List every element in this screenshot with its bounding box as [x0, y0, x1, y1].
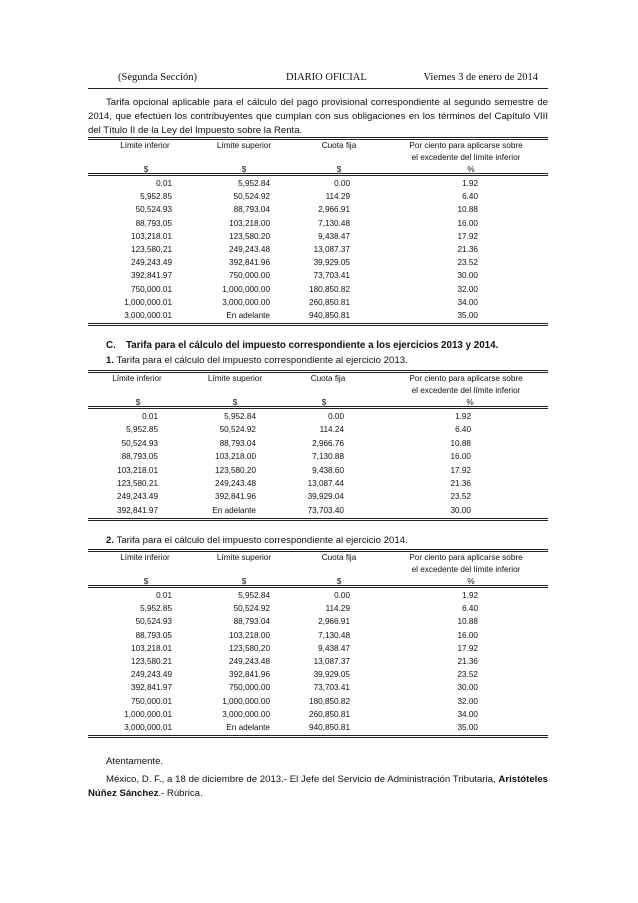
cell-percent: 6.40 [462, 192, 478, 202]
cell-fixed-fee: 0.00 [334, 179, 350, 188]
section-c-text: Tarifa para el cálculo del impuesto correspondiente a los ejercicios 2013 y 2014. [126, 340, 499, 351]
cell-fixed-fee: 0.00 [334, 591, 350, 600]
cell-lower-limit: 123,580.21 [131, 245, 172, 254]
cell-lower-limit: 50,524.93 [135, 617, 172, 627]
cell-lower-limit: 88,793.05 [121, 452, 158, 462]
cell-fixed-fee: 940,850.81 [309, 311, 350, 320]
header-unit-upper: $ [241, 577, 247, 586]
header-percent: Por ciento para aplicarse sobre [409, 553, 523, 562]
header-fixed-fee: Cuota fija [321, 553, 357, 562]
header-lower-limit: Límite inferior [112, 374, 162, 383]
tariff-table-2014 [88, 549, 548, 738]
cell-lower-limit: 392,841.97 [117, 505, 158, 515]
header-percent-line2: el excedente del límite inferior [411, 153, 521, 162]
header-unit-upper: $ [241, 165, 247, 174]
cell-upper-limit: 123,580.20 [215, 465, 256, 475]
cell-fixed-fee: 7,130.88 [312, 452, 344, 462]
header-unit-percent: % [466, 398, 474, 407]
header-lower-limit: Límite inferior [120, 553, 170, 562]
cell-fixed-fee: 260,850.81 [309, 297, 350, 307]
cell-fixed-fee: 73,703.41 [313, 683, 350, 693]
cell-fixed-fee: 9,438.47 [318, 231, 350, 241]
cell-lower-limit: 3,000,000.01 [124, 311, 172, 320]
cell-lower-limit: 750,000.01 [131, 696, 172, 706]
cell-upper-limit: 50,524.92 [219, 425, 256, 435]
cell-upper-limit: 5,952.84 [238, 179, 270, 188]
cell-lower-limit: 1,000,000.01 [124, 297, 172, 307]
cell-lower-limit: 249,243.49 [131, 670, 172, 680]
cell-fixed-fee: 7,130.48 [318, 218, 350, 228]
header-publication: DIARIO OFICIAL [286, 72, 367, 83]
cell-upper-limit: 50,524.92 [233, 604, 270, 614]
header-unit-percent: % [467, 165, 475, 174]
cell-fixed-fee: 114.29 [325, 192, 350, 202]
cell-lower-limit: 5,952.85 [140, 604, 172, 614]
cell-upper-limit: En adelante [212, 505, 256, 515]
cell-upper-limit: 392,841.96 [229, 258, 270, 268]
cell-percent: 1.92 [462, 179, 478, 188]
header-fixed-fee: Cuota fija [310, 374, 346, 383]
table-bottom-rule-double [88, 325, 548, 326]
table-bottom-rule-double [88, 520, 548, 521]
signature-lead: México, D. F., a 18 de diciembre de 2013.- El Jefe del Servicio de Administración Tributaria, [106, 774, 496, 785]
cell-percent: 23.52 [457, 670, 478, 680]
cell-fixed-fee: 39,929.05 [313, 258, 350, 268]
cell-upper-limit: 3,000,000.00 [222, 297, 270, 307]
cell-upper-limit: 88,793.04 [233, 617, 270, 627]
header-percent-line2: el excedente del límite inferior [411, 565, 521, 574]
header-lower-limit: Límite inferior [120, 141, 170, 150]
cell-percent: 17.92 [450, 465, 471, 475]
closing-salutation: Atentamente. [106, 756, 164, 767]
cell-upper-limit: 103,218.00 [215, 452, 256, 462]
subtitle-2014 [106, 535, 408, 546]
table-bottom-rule [88, 323, 548, 324]
cell-lower-limit: 0.01 [142, 412, 158, 421]
cell-percent: 21.36 [450, 479, 471, 488]
cell-percent: 10.88 [450, 438, 471, 448]
cell-fixed-fee: 73,703.40 [307, 505, 344, 515]
header-upper-limit: Límite superior [216, 141, 272, 150]
cell-percent: 17.92 [457, 231, 478, 241]
header-section: (Segunda Sección) [118, 72, 198, 83]
cell-upper-limit: 88,793.04 [219, 438, 256, 448]
section-c-letter: C. [106, 340, 116, 351]
cell-percent: 1.92 [455, 412, 471, 421]
cell-upper-limit: 3,000,000.00 [222, 709, 270, 719]
table-top-rule [88, 549, 548, 550]
cell-percent: 6.40 [455, 425, 471, 435]
cell-lower-limit: 123,580.21 [117, 479, 158, 488]
cell-upper-limit: 50,524.92 [233, 192, 270, 202]
cell-fixed-fee: 13,087.37 [313, 657, 350, 666]
cell-fixed-fee: 7,130.48 [318, 630, 350, 640]
cell-fixed-fee: 9,438.47 [318, 643, 350, 653]
cell-percent: 35.00 [457, 723, 478, 732]
cell-percent: 10.88 [457, 617, 478, 627]
cell-upper-limit: 750,000.00 [229, 683, 270, 693]
cell-upper-limit: 750,000.00 [229, 271, 270, 281]
cell-lower-limit: 750,000.01 [131, 284, 172, 294]
tariff-table-2014-semester [88, 137, 548, 326]
table-bottom-rule [88, 735, 548, 736]
cell-upper-limit: 5,952.84 [238, 591, 270, 600]
header-unit-upper: $ [232, 398, 238, 407]
header-percent: Por ciento para aplicarse sobre [409, 374, 523, 383]
cell-fixed-fee: 180,850.82 [309, 696, 350, 706]
cell-upper-limit: En adelante [226, 311, 270, 320]
cell-lower-limit: 0.01 [156, 179, 172, 188]
cell-upper-limit: 5,952.84 [224, 412, 256, 421]
cell-percent: 30.00 [457, 683, 478, 693]
header-percent: Por ciento para aplicarse sobre [409, 141, 523, 150]
cell-percent: 30.00 [457, 271, 478, 281]
cell-lower-limit: 392,841.97 [131, 271, 172, 281]
cell-fixed-fee: 9,438.60 [312, 465, 344, 475]
cell-upper-limit: 123,580.20 [229, 643, 270, 653]
cell-upper-limit: 1,000,000.00 [222, 696, 270, 706]
cell-percent: 1.92 [462, 591, 478, 600]
cell-lower-limit: 88,793.05 [135, 218, 172, 228]
cell-lower-limit: 249,243.49 [117, 492, 158, 502]
cell-fixed-fee: 73,703.41 [313, 271, 350, 281]
subtitle-2014-text: Tarifa para el cálculo del impuesto correspondiente al ejercicio 2014. [116, 535, 408, 546]
subtitle-2013-text: Tarifa para el cálculo del impuesto correspondiente al ejercicio 2013. [116, 355, 408, 366]
cell-lower-limit: 3,000,000.01 [124, 723, 172, 732]
page-header [118, 72, 538, 86]
subtitle-2013-number: 1. [106, 355, 115, 366]
header-percent-line2: el excedente del límite inferior [411, 386, 521, 395]
cell-percent: 30.00 [450, 505, 471, 515]
cell-lower-limit: 50,524.93 [135, 205, 172, 215]
cell-fixed-fee: 114.24 [319, 425, 344, 435]
header-date: Viernes 3 de enero de 2014 [423, 72, 538, 83]
header-upper-limit: Límite superior [207, 374, 263, 383]
cell-percent: 10.88 [457, 205, 478, 215]
header-unit-fixed: $ [321, 398, 327, 407]
tariff-table-2013 [88, 370, 548, 521]
table-top-rule [88, 370, 548, 371]
cell-upper-limit: 1,000,000.00 [222, 284, 270, 294]
cell-percent: 16.00 [450, 452, 471, 462]
header-rule [88, 88, 548, 89]
cell-fixed-fee: 13,087.44 [307, 479, 344, 488]
cell-percent: 23.52 [450, 492, 471, 502]
cell-upper-limit: 103,218.00 [229, 630, 270, 640]
intro-paragraph: Tarifa opcional aplicable para el cálculo del pago provisional correspondiente al segundo semestre de 2014, que efectúen los contribuyentes que cumplan con sus obligaciones en los términos del Capítulo VIII del Título II de la Ley del Impuesto sobre la Renta. [88, 97, 548, 136]
cell-upper-limit: 392,841.96 [215, 492, 256, 502]
header-unit-fixed: $ [336, 577, 342, 586]
cell-fixed-fee: 2,966.91 [318, 617, 350, 627]
cell-percent: 16.00 [457, 218, 478, 228]
cell-fixed-fee: 114.29 [325, 604, 350, 614]
cell-upper-limit: 123,580.20 [229, 231, 270, 241]
header-unit-lower: $ [143, 577, 149, 586]
cell-fixed-fee: 180,850.82 [309, 284, 350, 294]
table-bottom-rule-double [88, 737, 548, 738]
cell-lower-limit: 1,000,000.01 [124, 709, 172, 719]
cell-percent: 23.52 [457, 258, 478, 268]
cell-upper-limit: 392,841.96 [229, 670, 270, 680]
header-upper-limit: Límite superior [216, 553, 272, 562]
cell-fixed-fee: 13,087.37 [313, 245, 350, 254]
cell-lower-limit: 88,793.05 [135, 630, 172, 640]
header-unit-fixed: $ [336, 165, 342, 174]
cell-lower-limit: 103,218.01 [131, 231, 172, 241]
cell-percent: 35.00 [457, 311, 478, 320]
cell-fixed-fee: 39,929.05 [313, 670, 350, 680]
cell-fixed-fee: 940,850.81 [309, 723, 350, 732]
cell-percent: 34.00 [457, 709, 478, 719]
signature-tail: .- Rúbrica. [158, 788, 203, 799]
header-fixed-fee: Cuota fija [321, 141, 357, 150]
header-unit-percent: % [467, 577, 475, 586]
cell-percent: 6.40 [462, 604, 478, 614]
header-unit-lower: $ [143, 165, 149, 174]
cell-lower-limit: 50,524.93 [121, 438, 158, 448]
cell-lower-limit: 123,580.21 [131, 657, 172, 666]
cell-percent: 21.36 [457, 657, 478, 666]
signer-name: Aristóteles Núñez Sánchez [88, 774, 548, 799]
closing-signature [88, 773, 548, 801]
cell-fixed-fee: 0.00 [328, 412, 344, 421]
cell-fixed-fee: 260,850.81 [309, 709, 350, 719]
cell-lower-limit: 0.01 [156, 591, 172, 600]
cell-upper-limit: En adelante [226, 723, 270, 732]
subtitle-2014-number: 2. [106, 535, 115, 546]
cell-lower-limit: 249,243.49 [131, 258, 172, 268]
table-top-rule [88, 137, 548, 138]
cell-lower-limit: 392,841.97 [131, 683, 172, 693]
cell-lower-limit: 103,218.01 [131, 643, 172, 653]
table-bottom-rule [88, 518, 548, 519]
subtitle-2013 [106, 355, 408, 366]
header-unit-lower: $ [135, 398, 141, 407]
cell-percent: 32.00 [457, 284, 478, 294]
cell-fixed-fee: 2,966.91 [318, 205, 350, 215]
cell-percent: 17.92 [457, 643, 478, 653]
cell-percent: 32.00 [457, 696, 478, 706]
cell-upper-limit: 88,793.04 [233, 205, 270, 215]
cell-upper-limit: 249,243.48 [215, 479, 256, 488]
cell-lower-limit: 5,952.85 [126, 425, 158, 435]
cell-fixed-fee: 39,929.04 [307, 492, 344, 502]
cell-upper-limit: 249,243.48 [229, 657, 270, 666]
section-c-title [106, 340, 498, 351]
cell-lower-limit: 103,218.01 [117, 465, 158, 475]
cell-lower-limit: 5,952.85 [140, 192, 172, 202]
cell-percent: 21.36 [457, 245, 478, 254]
cell-percent: 34.00 [457, 297, 478, 307]
cell-fixed-fee: 2,966.76 [312, 438, 344, 448]
cell-upper-limit: 103,218.00 [229, 218, 270, 228]
cell-percent: 16.00 [457, 630, 478, 640]
cell-upper-limit: 249,243.48 [229, 245, 270, 254]
